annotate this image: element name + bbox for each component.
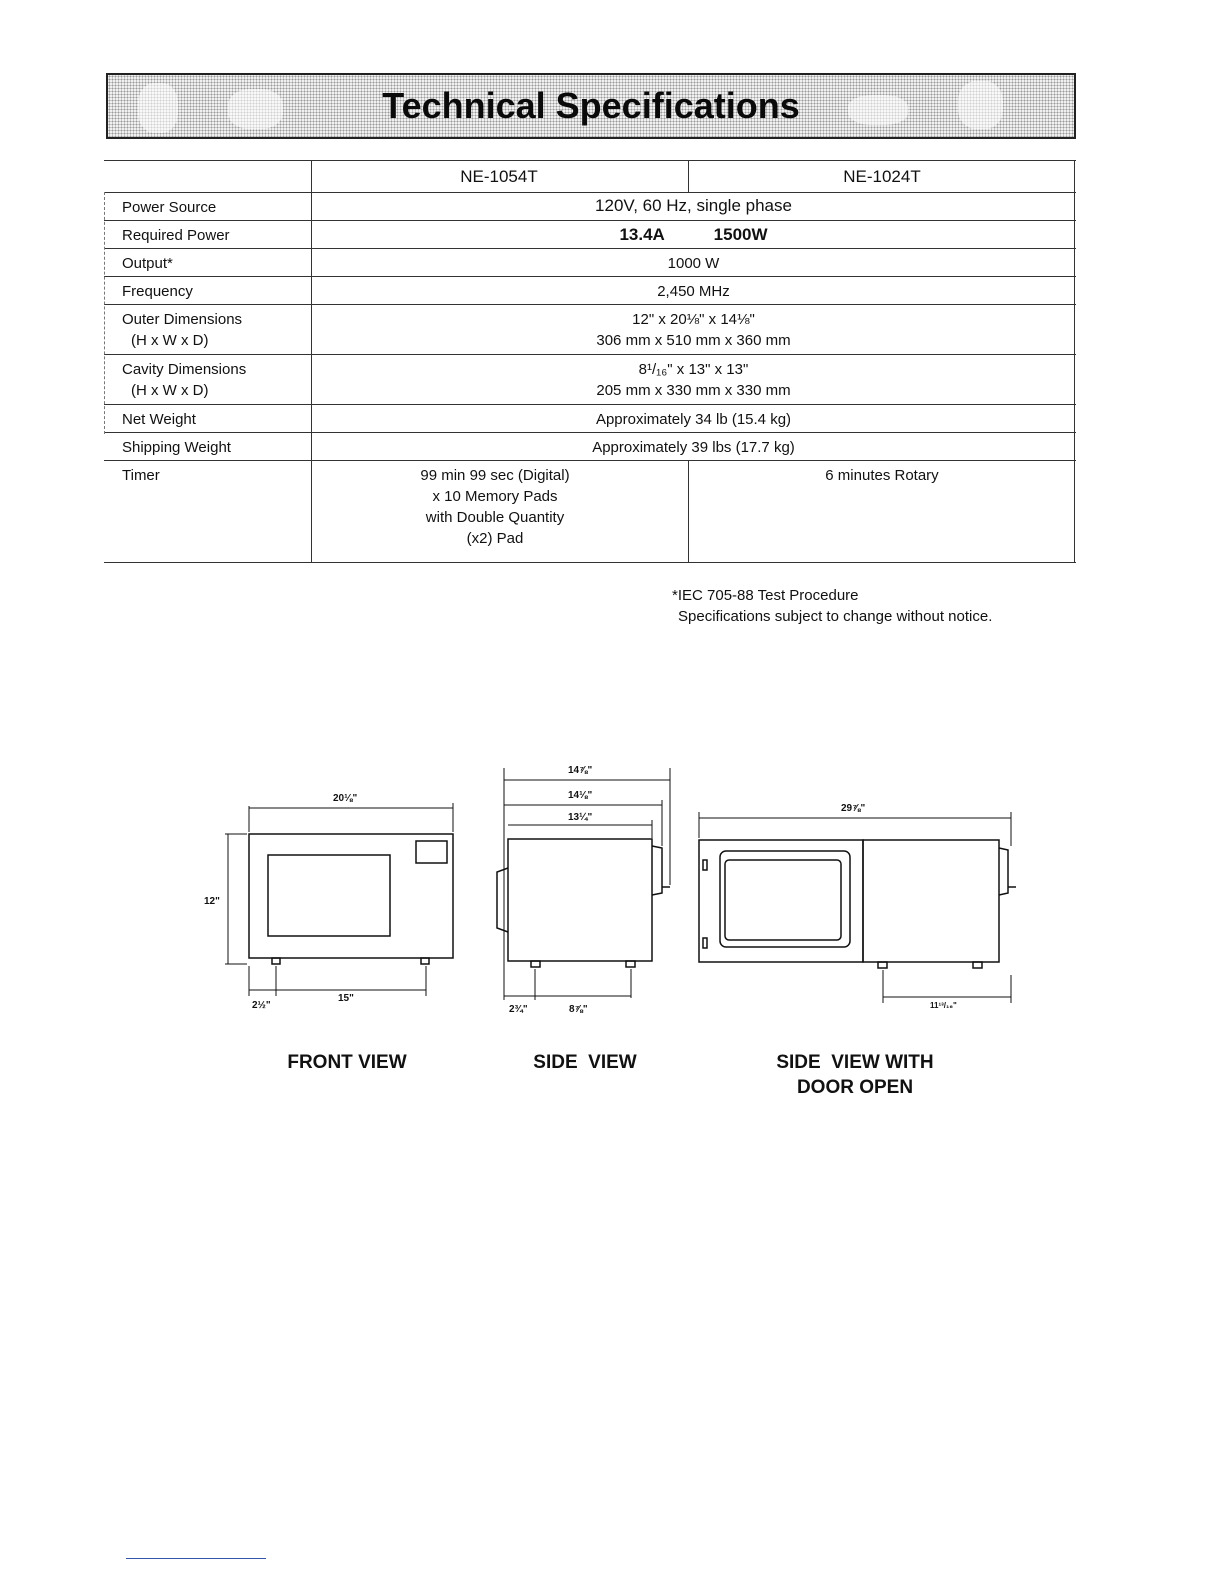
caption-side-open-view: SIDE VIEW WITH DOOR OPEN bbox=[776, 1052, 934, 1098]
table-header-row bbox=[104, 160, 1076, 192]
title-banner bbox=[106, 73, 1076, 139]
front-width-label: 20⅛" bbox=[333, 793, 358, 804]
row-label: Required Power bbox=[122, 227, 230, 244]
front-view-drawing bbox=[225, 803, 453, 996]
row-label: Timer bbox=[122, 467, 160, 484]
required-wattage: 1500W bbox=[713, 225, 768, 244]
row-label: Power Source bbox=[122, 199, 217, 216]
header-model-a: NE-1054T bbox=[460, 167, 538, 186]
table-row bbox=[104, 404, 1076, 432]
row-label: Outer Dimensions (H x W x D) bbox=[122, 311, 243, 349]
row-value: Approximately 34 lb (15.4 kg) bbox=[595, 411, 792, 428]
row-label: Cavity Dimensions (H x W x D) bbox=[122, 361, 247, 399]
side-foot-offset-label: 2¾" bbox=[509, 1004, 528, 1015]
side-open-foot-span-label: 11¹³/₁₆" bbox=[930, 1001, 957, 1010]
table-border-left bbox=[104, 192, 105, 434]
side-depth-label: 14⅛" bbox=[568, 790, 593, 801]
table-row bbox=[104, 304, 1076, 354]
page-title: Technical Specifications bbox=[382, 85, 800, 126]
row-value: 8¹/₁₆" x 13" x 13" 205 mm x 330 mm x 330 mm bbox=[596, 361, 791, 399]
row-value: 2,450 MHz bbox=[657, 283, 730, 300]
front-foot-span-label: 15" bbox=[338, 993, 354, 1004]
table-row bbox=[104, 248, 1076, 276]
table-row bbox=[104, 276, 1076, 304]
side-depth-body-label: 13¼" bbox=[568, 812, 593, 823]
row-label: Shipping Weight bbox=[122, 439, 231, 456]
table-row bbox=[104, 432, 1076, 460]
caption-side-view: SIDE VIEW bbox=[533, 1052, 637, 1073]
row-label: Net Weight bbox=[122, 411, 196, 428]
row-label: Output* bbox=[122, 255, 173, 272]
front-foot-offset-label: 2½" bbox=[252, 1000, 271, 1011]
row-value: 120V, 60 Hz, single phase bbox=[595, 196, 792, 215]
required-current: 13.4A bbox=[619, 225, 665, 244]
table-row bbox=[104, 354, 1076, 404]
row-value bbox=[311, 224, 1076, 245]
table-divider bbox=[688, 160, 689, 192]
front-height-label: 12" bbox=[204, 896, 220, 907]
dimension-diagrams bbox=[0, 740, 1224, 1040]
table-row bbox=[104, 460, 1076, 563]
timer-model-b: 6 minutes Rotary bbox=[825, 467, 939, 484]
side-open-view-drawing bbox=[699, 812, 1016, 1003]
table-divider bbox=[311, 160, 312, 563]
table-border-right bbox=[1074, 160, 1075, 563]
footnote-disclaimer: Specifications subject to change without notice. bbox=[678, 608, 993, 625]
side-foot-span-label: 8⅞" bbox=[569, 1004, 588, 1015]
footnote-test-procedure: *IEC 705-88 Test Procedure bbox=[672, 587, 859, 604]
row-value: Approximately 39 lbs (17.7 kg) bbox=[592, 439, 795, 456]
side-depth-total-label: 14⅞" bbox=[568, 765, 593, 776]
header-model-b: NE-1024T bbox=[843, 167, 921, 186]
timer-model-a: 99 min 99 sec (Digital) x 10 Memory Pads with Double Quantity (x2) Pad bbox=[420, 467, 570, 547]
footnote bbox=[672, 585, 992, 627]
footer-rule bbox=[126, 1558, 266, 1559]
table-row bbox=[104, 192, 1076, 220]
caption-front-view: FRONT VIEW bbox=[287, 1052, 407, 1073]
row-label: Frequency bbox=[122, 283, 193, 300]
table-row bbox=[104, 220, 1076, 248]
table-divider bbox=[688, 460, 689, 563]
row-value: 1000 W bbox=[667, 255, 720, 272]
row-value: 12" x 20⅛" x 14⅛" 306 mm x 510 mm x 360 mm bbox=[596, 311, 791, 349]
side-view-drawing bbox=[497, 768, 670, 1000]
side-open-width-label: 29⅞" bbox=[841, 803, 866, 814]
